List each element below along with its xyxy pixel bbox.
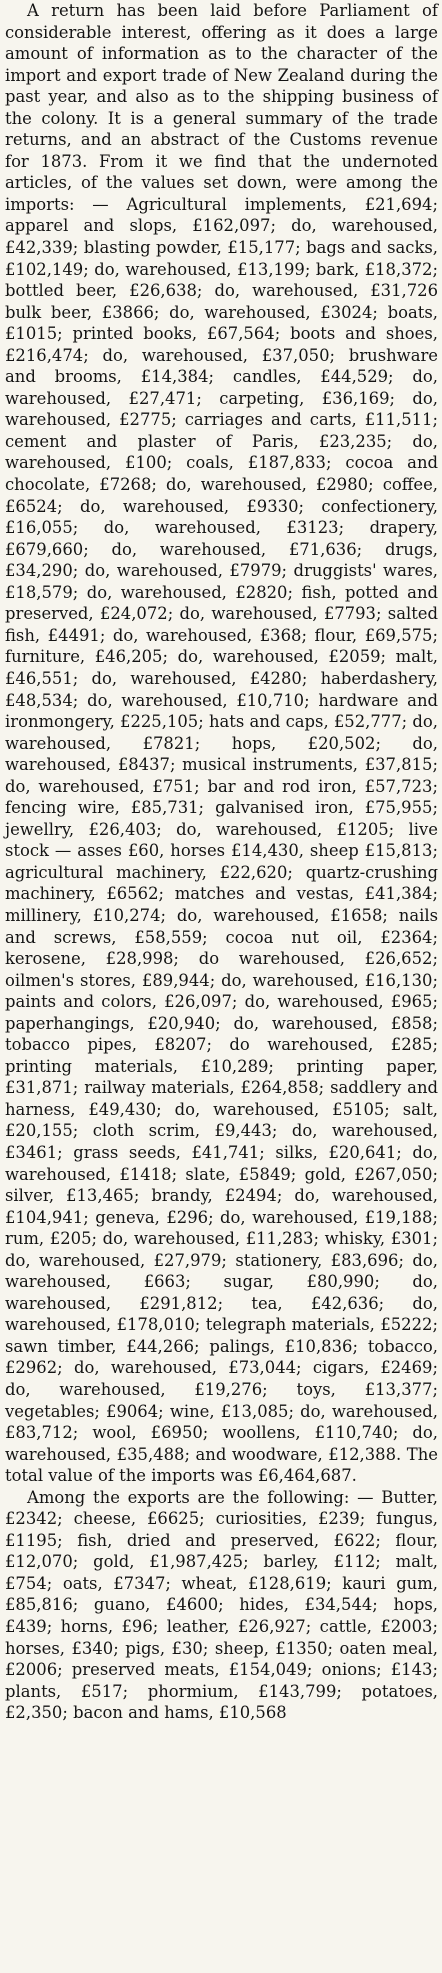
article-paragraph-imports: A return has been laid before Parliament of considerable interest, offering as it does a large amount of information as to the character of the import and export trade of New Zealand during the past year, and also as to the shipping business of the colony. It is a general summary of the trade returns, and an abstract of the Customs revenue for 1873. From it we find that the undernoted articles, of the values set down, were among the imports: — Agricultural implements, £21,694; apparel and slops, £162,097; do, warehoused, £42,339; blasting powder, £15,177; bags and sacks, £102,149; do, warehoused, £13,199; bark, £18,372; bottled beer, £26,638; do, warehoused, £31,726 bulk beer, £3866; do, warehoused, £3024; boats, £1015; printed books, £67,564; boots and shoes, £216,474; do, warehoused, £37,050; brushware and brooms, £14,384; candles, £44,529; do, warehoused, £27,471; carpeting, £36,169; do, warehoused, £2775; carriages and carts, £11,511; cement and plaster of Paris, £23,235; do, warehoused, £100; coals, £187,833; cocoa and chocolate, £7268; do, warehoused, £2980; coffee, £6524; do, warehoused, £9330; confectionery, £16,055; do, warehoused, £3123; drapery, £679,660; do, warehoused, £71,636; drugs, £34,290; do, warehoused, £7979; druggists' wares, £18,579; do, warehoused, £2820; fish, potted and preserved, £24,072; do, warehoused, £7793; salted fish, £4491; do, warehoused, £368; flour, £69,575; furniture, £46,205; do, warehoused, £2059; malt, £46,551; do, warehoused, £4280; haberdashery, £48,534; do, warehoused, £10,710; hardware and ironmongery, £225,105; hats and caps, £52,777; do, warehoused, £7821; hops, £20,502; do, warehoused, £8437; musical instruments, £37,815; do, warehoused, £751; bar and rod iron, £57,723; fencing wire, £85,731; galvanised iron, £75,955; jewellry, £26,403; do, warehoused, £1205; live stock — asses £60, horses £14,430, sheep £15,813; agricultural machinery, £22,620; quartz-crushing machinery, £6562; matches and vestas, £41,384; millinery, £10,274; do, warehoused, £1658; nails and screws, £58,559; cocoa nut oil, £2364; kerosene, £28,998; do warehoused, £26,652; oilmen's stores, £89,944; do, warehoused, £16,130; paints and colors, £26,097; do, warehoused, £965; paperhangings, £20,940; do, warehoused, £858; tobacco pipes, £8207; do warehoused, £285; printing materials, £10,289; printing paper, £31,871; railway materials, £264,858; saddlery and harness, £49,430; do, warehoused, £5105; salt, £20,155; cloth scrim, £9,443; do, warehoused, £3461; grass seeds, £41,741; silks, £20,641; do, warehoused, £1418; slate, £5849; gold, £267,050; silver, £13,465; brandy, £2494; do, warehoused, £104,941; geneva, £296; do, warehoused, £19,188; rum, £205; do, warehoused, £11,283; whisky, £301; do, warehoused, £27,979; stationery, £83,696; do, warehoused, £663; sugar, £80,990; do, warehoused, £291,812; tea, £42,636; do, warehoused, £178,010; telegraph materials, £5222; sawn timber, £44,266; palings, £10,836; tobacco, £2962; do, warehoused, £73,044; cigars, £2469; do, warehoused, £19,276; toys, £13,377; vegetables; £9064; wine, £13,085; do, warehoused, £83,712; wool, £6950; woollens, £110,740; do, warehoused, £35,488; and woodware, £12,388. The total value of the imports was £6,464,687. <box>5 1 438 1486</box>
article-paragraph-exports: Among the exports are the following: — Butter, £2342; cheese, £6625; curiosities, £239; fungus, £1195; fish, dried and preserved, £622; flour, £12,070; gold, £1,987,425; barley, £112; malt, £754; oats, £7347; wheat, £128,619; kauri gum, £85,816; guano, £4600; hides, £34,544; hops, £439; horns, £96; leather, £26,927; cattle, £2003; horses, £340; pigs, £30; sheep, £1350; oaten meal, £2006; preserved meats, £154,049; onions; £143; plants, £517; phormium, £143,799; potatoes, £2,350; bacon and hams, £10,568 <box>5 1487 438 1723</box>
